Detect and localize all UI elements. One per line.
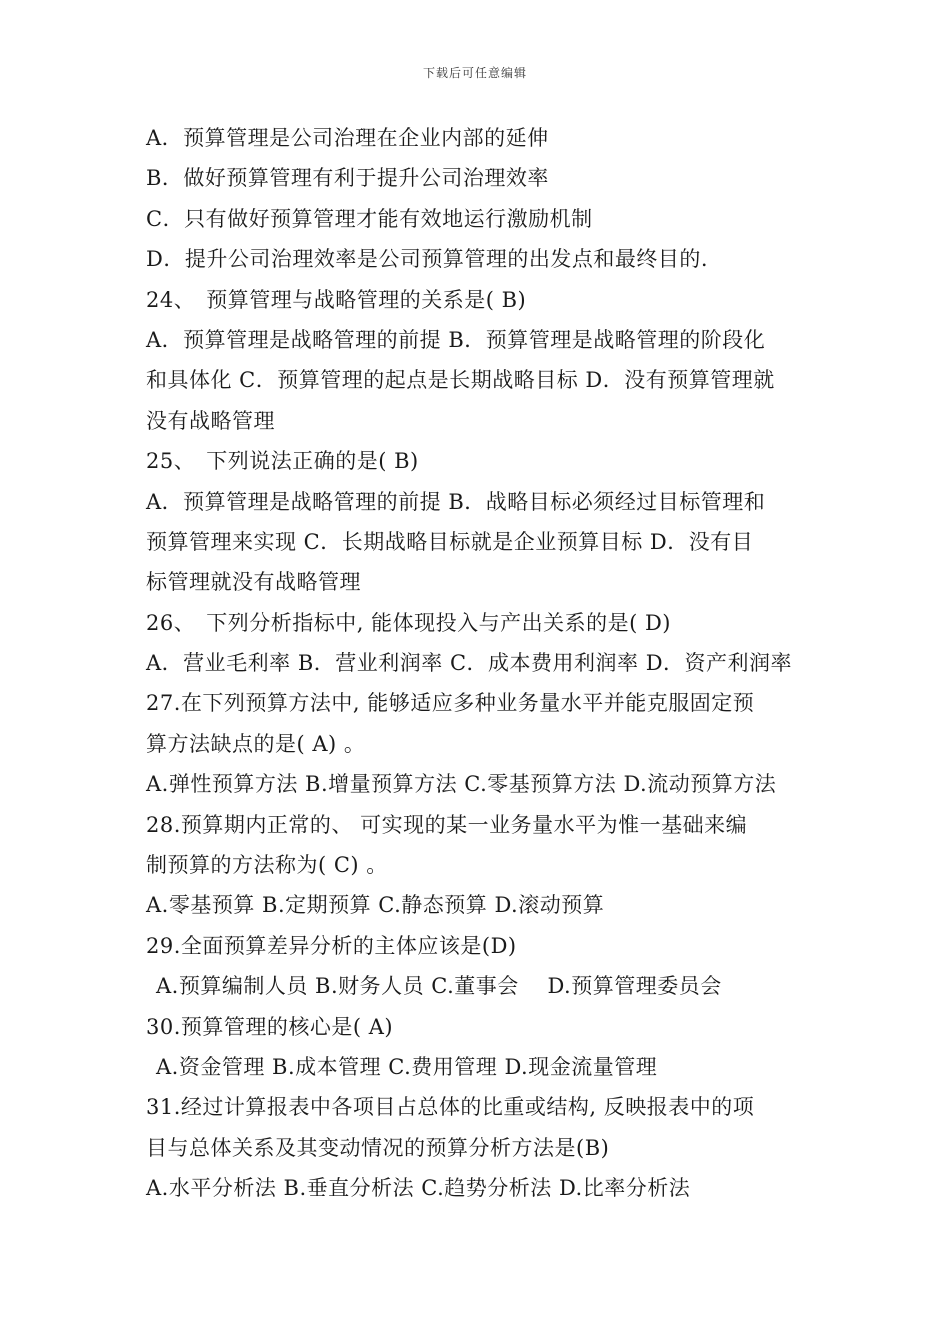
text-line: 和具体化 C．预算管理的起点是长期战略目标 D．没有预算管理就 <box>146 368 775 393</box>
text-line: 25、 下列说法正确的是( B) <box>146 449 419 474</box>
text-line: B．做好预算管理有利于提升公司治理效率 <box>146 166 549 191</box>
document-body <box>146 118 818 1209</box>
text-line: A．预算管理是战略管理的前提 B．预算管理是战略管理的阶段化 <box>146 327 766 352</box>
text-line: 29.全面预算差异分析的主体应该是(D) <box>146 933 517 958</box>
text-line: A.水平分析法 B.垂直分析法 C.趋势分析法 D.比率分析法 <box>146 1176 691 1201</box>
text-line: 预算管理来实现 C．长期战略目标就是企业预算目标 D．没有目 <box>146 529 754 554</box>
text-line: 标管理就没有战略管理 <box>146 570 361 595</box>
page-header: 下载后可任意编辑 <box>422 66 527 80</box>
text-line: C．只有做好预算管理才能有效地运行激励机制 <box>146 206 593 231</box>
text-line: 26、 下列分析指标中, 能体现投入与产出关系的是( D) <box>146 610 671 635</box>
text-line: A.零基预算 B.定期预算 C.静态预算 D.滚动预算 <box>146 893 605 918</box>
text-line: 目与总体关系及其变动情况的预算分析方法是(B) <box>146 1135 610 1160</box>
text-line: A．营业毛利率 B．营业利润率 C．成本费用利润率 D．资产利润率 <box>146 651 793 676</box>
text-line: A．预算管理是公司治理在企业内部的延伸 <box>146 126 549 150</box>
text-line: 24、 预算管理与战略管理的关系是( B) <box>146 287 527 312</box>
text-line: D．提升公司治理效率是公司预算管理的出发点和最终目的. <box>146 247 709 272</box>
text-line: A．预算管理是战略管理的前提 B．战略目标必须经过目标管理和 <box>146 489 766 514</box>
text-line: A.预算编制人员 B.财务人员 C.董事会 D.预算管理委员会 <box>156 974 722 999</box>
text-line: 制预算的方法称为( C) 。 <box>146 853 388 878</box>
text-line: A.资金管理 B.成本管理 C.费用管理 D.现金流量管理 <box>156 1054 658 1079</box>
text-line: 28.预算期内正常的、 可实现的某一业务量水平为惟一基础来编 <box>146 812 748 837</box>
text-line: 算方法缺点的是( A) 。 <box>146 731 366 756</box>
text-line: A.弹性预算方法 B.增量预算方法 C.零基预算方法 D.流动预算方法 <box>146 772 777 797</box>
text-line: 没有战略管理 <box>146 408 275 433</box>
text-line: 30.预算管理的核心是( A) <box>146 1014 394 1039</box>
text-line: 27.在下列预算方法中, 能够适应多种业务量水平并能克服固定预 <box>146 691 755 716</box>
text-line: 31.经过计算报表中各项目占总体的比重或结构, 反映报表中的项 <box>146 1095 755 1120</box>
